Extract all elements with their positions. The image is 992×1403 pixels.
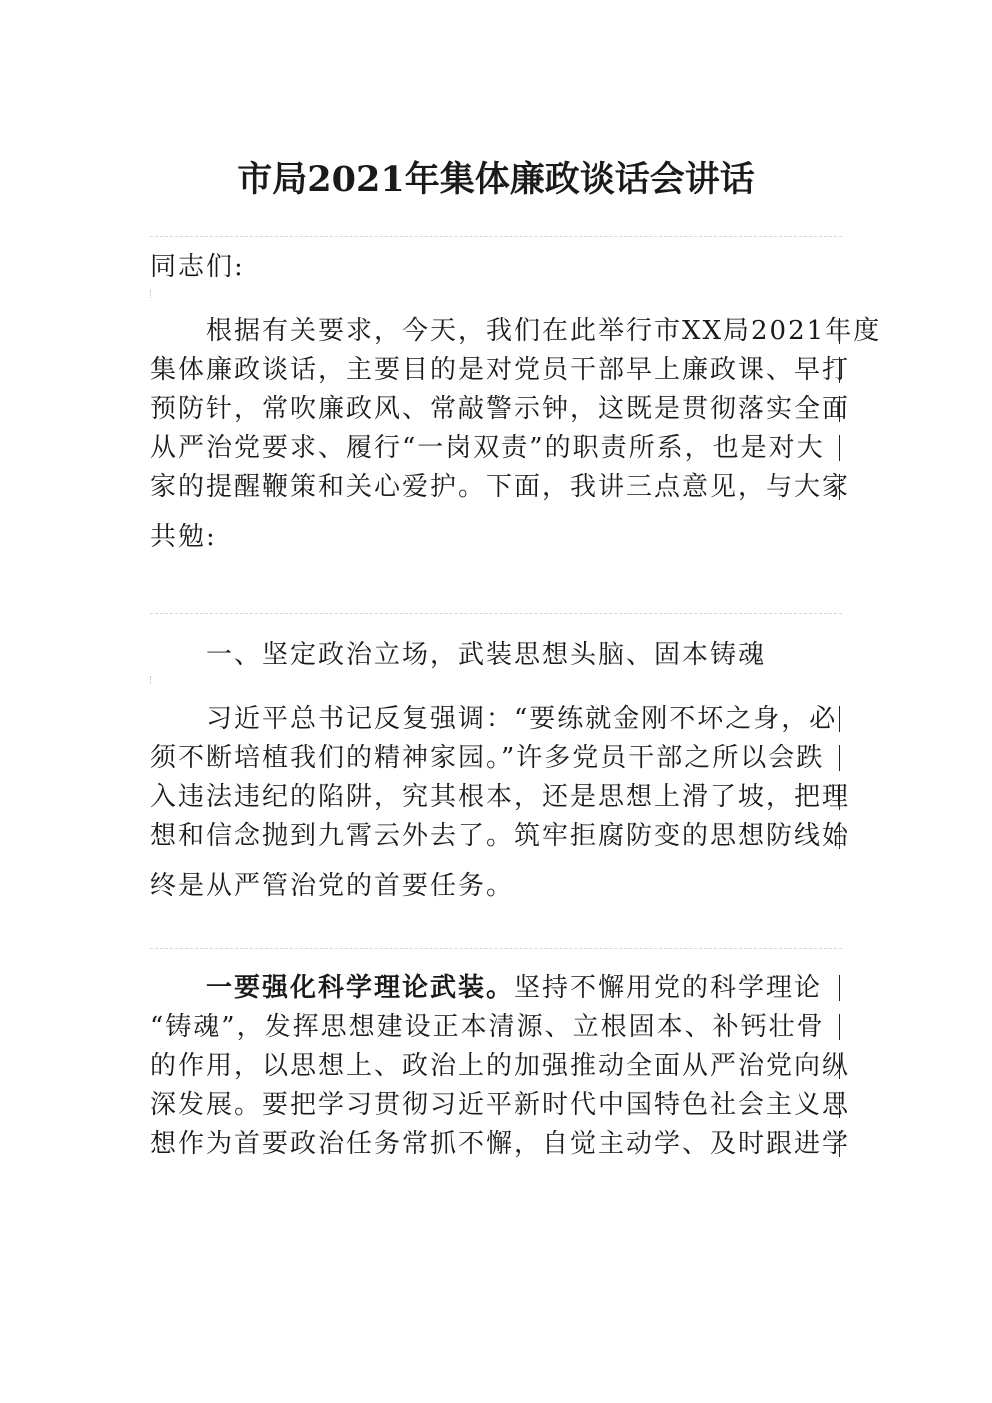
- point-1-lead: 一要强化科学理论武装。: [206, 973, 515, 1003]
- margin-mark: [150, 290, 151, 298]
- paragraph-line: 须不断培植我们的精神家园。”许多党员干部之所以会跌: [150, 745, 840, 771]
- intro-paragraph: [150, 305, 882, 563]
- paragraph-line: 预防针，常吹廉政风、常敲警示钟，这既是贯彻落实全面: [150, 394, 851, 424]
- margin-mark: [150, 676, 151, 684]
- greeting-text: 同志们:: [150, 252, 245, 282]
- paragraph-line: 习近平总书记反复强调：“要练就金刚不坏之身，必: [150, 706, 840, 732]
- paragraph-separator: [150, 613, 842, 614]
- paragraph-line: 根据有关要求，今天，我们在此举行市XX局2021年度: [150, 318, 840, 344]
- paragraph-line-first: [150, 975, 840, 1001]
- paragraph-line: 集体廉政谈话，主要目的是对党员干部早上廉政课、早打: [150, 355, 851, 385]
- greeting: [150, 242, 840, 293]
- paragraph-line: 家的提醒鞭策和关心爱护。下面，我讲三点意见，与大家: [150, 472, 851, 502]
- paragraph-separator: [150, 948, 842, 949]
- section-heading-text: 一、坚定政治立场，武装思想头脑、固本铸魂: [206, 640, 767, 670]
- paragraph-line: 想作为首要政治任务常抓不懈，自觉主动学、及时跟进学: [150, 1129, 851, 1159]
- section-1-heading: [150, 630, 840, 681]
- section-1-paragraph: [150, 693, 851, 912]
- document-title: 市局2021年集体廉政谈话会讲话: [237, 159, 755, 200]
- paragraph-separator: [150, 236, 842, 237]
- paragraph-line: 从严治党要求、履行“一岗双责”的职责所系，也是对大: [150, 435, 840, 461]
- paragraph-line: “铸魂”，发挥思想建设正本清源、立根固本、补钙壮骨: [150, 1014, 840, 1040]
- point-1-paragraph: [150, 962, 851, 1169]
- paragraph-line: 的作用，以思想上、政治上的加强推动全面从严治党向纵: [150, 1051, 851, 1081]
- paragraph-line: 深发展。要把学习贯彻习近平新时代中国特色社会主义思: [150, 1090, 851, 1120]
- paragraph-line: 共勉:: [150, 522, 217, 552]
- paragraph-line: 想和信念抛到九霄云外去了。筑牢拒腐防变的思想防线始: [150, 821, 851, 851]
- paragraph-line: 入违法违纪的陷阱，究其根本，还是思想上滑了坡，把理: [150, 782, 851, 812]
- paragraph-line: 终是从严管治党的首要任务。: [150, 871, 515, 901]
- point-1-lead-rest: 坚持不懈用党的科学理论: [514, 973, 823, 1003]
